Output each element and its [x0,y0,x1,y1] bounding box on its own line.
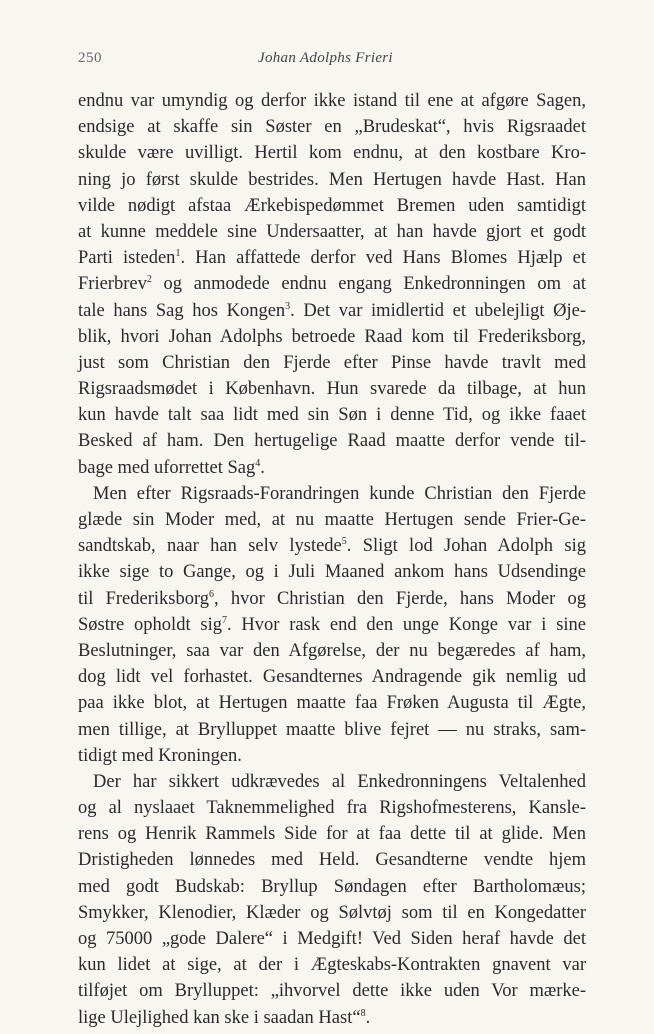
text-line [78,481,586,507]
text-line [78,402,586,428]
footnote-ref: 2 [146,274,152,286]
line-text-continued: . [365,1007,371,1028]
line-text: tilføjet om Brylluppet: „ihvorvel dette ikke uden Vor mærke- [78,981,586,1002]
line-text: endnu var umyndig og derfor ikke istand til ene at afgøre Sagen, [78,91,586,111]
text-line [78,874,586,900]
text-line [78,690,586,716]
body-text [78,88,586,1031]
text-line [78,219,586,245]
text-line [78,795,586,821]
line-text: til Frederiksborg [78,588,210,609]
text-line [78,559,586,585]
line-text: med godt Budskab: Bryllup Søndagen efter Bartholomæus; [78,876,586,897]
text-line [78,612,586,638]
text-line [78,978,586,1004]
line-text: men tillige, at Brylluppet maatte blive fejret — nu straks, sam- [78,719,586,740]
line-text: og 75000 „gode Dalere“ i Medgift! Ved Siden heraf havde det [78,929,586,949]
text-line [78,455,586,481]
text-line [78,638,586,664]
line-text: Søstre opholdt sig [78,614,222,635]
text-line [78,507,586,533]
text-line [78,847,586,873]
text-line [78,743,586,769]
text-line [78,821,586,847]
line-text: Dristigheden lønnedes med Held. Gesandterne vendte hjem [78,850,586,871]
line-text: ning jo først skulde bestrides. Men Hertugen havde Hast. Han [78,169,586,190]
line-text-continued: . Sligt lod Johan Adolph sig [346,536,586,557]
line-text: ikke sige to Gange, og i Juli Maaned ankom hans Udsendinge [78,562,586,583]
line-text: Parti isteden [78,248,176,269]
text-line [78,769,586,795]
text-line [78,952,586,978]
text-line [78,586,586,612]
text-line [78,533,586,559]
text-line [78,167,586,193]
running-title: Johan Adolphs Frieri [258,50,393,66]
footnote-ref: 5 [341,536,347,548]
page-header [78,50,588,72]
line-text: kun lidet at sige, at der i Ægteskabs-Kontrakten gnavent var [78,955,586,976]
text-line [78,717,586,743]
text-line [78,140,586,166]
line-text: blik, hvori Johan Adolphs betroede Raad kom til Frederiksborg, [78,326,586,347]
line-text: Smykker, Klenodier, Klæder og Sølvtøj som til en Kongedatter [78,902,586,923]
text-line [78,114,586,140]
line-text: glæde sin Moder med, at nu maatte Hertugen sende Frier-Ge- [78,510,586,530]
text-line [78,900,586,926]
line-text: tidigt med Kroningen. [78,745,242,766]
text-line [78,245,586,271]
footnote-ref: 6 [209,588,215,600]
line-text: paa ikke blot, at Hertugen maatte faa Frøken Augusta til Ægte, [78,693,586,714]
line-text: Beslutninger, saa var den Afgørelse, der nu begæredes af ham, [78,640,586,661]
text-line [78,298,586,324]
line-text: Rigsraadsmødet i København. Hun svarede da tilbage, at hun [78,379,586,400]
text-line [78,324,586,350]
line-text-continued: . Det var imidlertid et ubelejligt Øje- [290,300,586,321]
line-text: kun havde talt saa lidt med sin Søn i denne Tid, og ikke faaet [78,405,586,426]
line-text: Frierbrev [78,274,147,295]
line-text-continued: . Hvor rask end den unge Konge var i sine [227,614,587,635]
line-text: lige Ulejlighed kan ske i saadan Hast“ [78,1007,361,1028]
line-text: dog lidt vel forhastet. Gesandternes Andragende gik nemlig ud [78,667,586,688]
line-text: Men efter Rigsraads-Forandringen kunde Christian den Fjerde [93,483,586,504]
line-text: Besked af ham. Den hertugelige Raad maatte derfor vende til- [78,431,586,452]
line-text-continued: . [260,457,265,478]
text-line [78,428,586,454]
text-line [78,350,586,376]
text-line [78,271,586,297]
footnote-ref: 8 [360,1007,366,1019]
line-text: just som Christian den Fjerde efter Pinse havde travlt med [78,352,586,373]
footnote-ref: 7 [222,614,227,626]
text-line [78,1005,586,1031]
line-text: at kunne meddele sine Undersaatter, at han havde gjort et godt [78,221,586,242]
line-text: tale hans Sag hos Kongen [78,300,286,321]
text-line [78,376,586,402]
text-line [78,664,586,690]
line-text-continued: , hvor Christian den Fjerde, hans Moder og [214,588,586,609]
line-text: endsige at skaffe sin Søster en „Brudeskat“, hvis Rigsraadet [78,117,586,138]
line-text-continued: . Han affattede derfor ved Hans Blomes Hjælp et [180,248,587,269]
text-line [78,193,586,219]
line-text: skulde være uvilligt. Hertil kom endnu, at den kostbare Kro- [78,143,586,164]
footnote-ref: 1 [175,248,181,260]
footnote-ref: 3 [285,300,291,312]
page-number: 250 [78,50,102,66]
line-text: sandtskab, naar han selv lystede [78,536,342,557]
line-text: vilde nødigt afstaa Ærkebispedømmet Bremen uden samtidigt [78,195,586,216]
line-text: rens og Henrik Rammels Side for at faa dette til at glide. Men [78,824,586,845]
text-line [78,88,586,114]
text-line [78,926,586,952]
footnote-ref: 4 [255,457,261,469]
line-text-continued: og anmodede endnu engang Enkedronningen om at [151,274,586,295]
line-text: og al nyslaaet Taknemmelighed fra Rigshofmesterens, Kansle- [78,798,586,819]
line-text: Der har sikkert udkrævedes al Enkedronningens Veltalenhed [93,771,586,792]
line-text: bage med uforrettet Sag [78,457,256,478]
